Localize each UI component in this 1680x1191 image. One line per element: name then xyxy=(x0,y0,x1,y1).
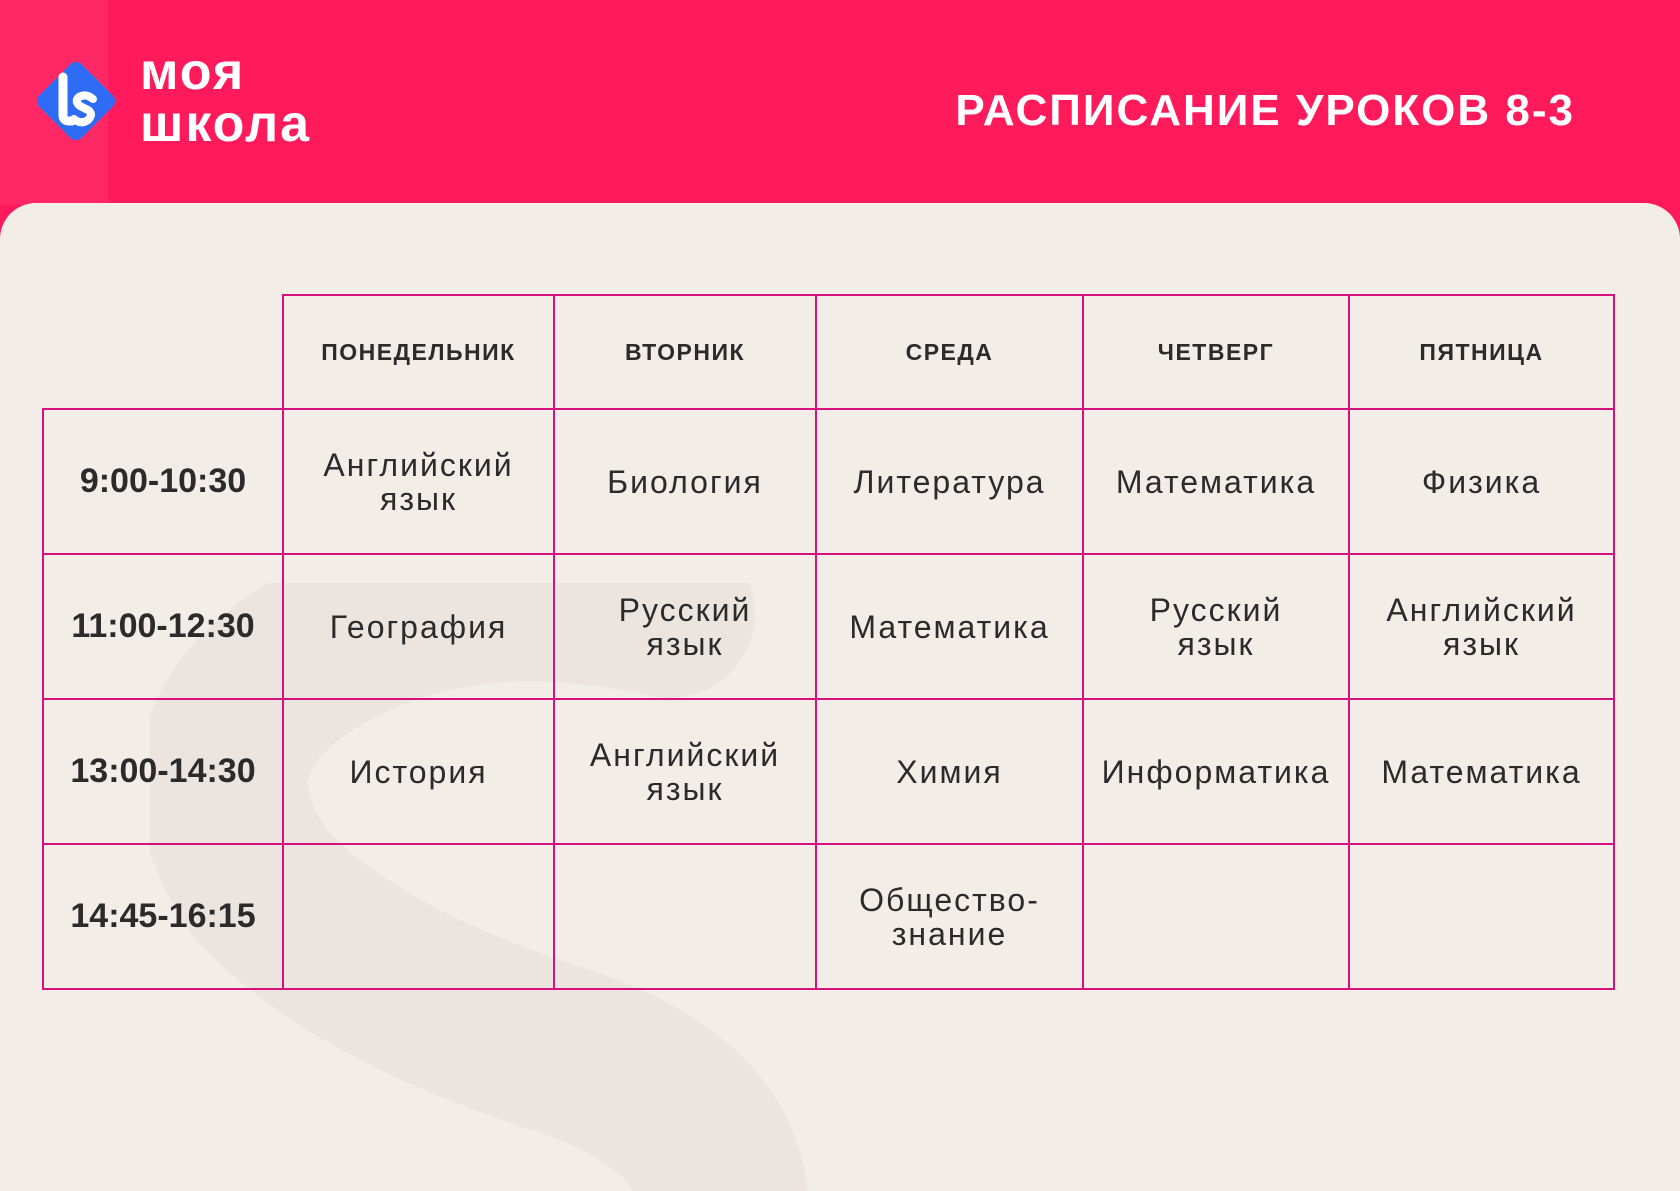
day-header: ПОНЕДЕЛЬНИК xyxy=(283,295,554,409)
time-slot: 13:00-14:30 xyxy=(43,699,283,844)
lesson-cell xyxy=(1349,844,1614,989)
lesson-cell: Английский язык xyxy=(283,409,554,554)
lesson-cell: Математика xyxy=(1083,409,1349,554)
lesson-cell xyxy=(554,844,816,989)
schedule-row xyxy=(43,409,1614,554)
lesson-cell: Английский язык xyxy=(1349,554,1614,699)
lesson-cell: Общество- знание xyxy=(816,844,1083,989)
header xyxy=(0,0,1680,205)
lesson-cell xyxy=(283,844,554,989)
lesson-cell: Литература xyxy=(816,409,1083,554)
lesson-cell: Информатика xyxy=(1083,699,1349,844)
day-header: ЧЕТВЕРГ xyxy=(1083,295,1349,409)
lesson-cell: Физика xyxy=(1349,409,1614,554)
time-slot: 11:00-12:30 xyxy=(43,554,283,699)
day-header: ВТОРНИК xyxy=(554,295,816,409)
lesson-cell: Математика xyxy=(816,554,1083,699)
brand-line-1: моя xyxy=(140,43,246,101)
lesson-cell: Химия xyxy=(816,699,1083,844)
ls-logo-icon xyxy=(30,55,122,147)
day-header-row xyxy=(43,295,1614,409)
schedule-row xyxy=(43,699,1614,844)
schedule-body xyxy=(43,409,1614,989)
lesson-cell: Биология xyxy=(554,409,816,554)
time-slot: 14:45-16:15 xyxy=(43,844,283,989)
schedule-table xyxy=(42,294,1615,990)
time-slot: 9:00-10:30 xyxy=(43,409,283,554)
schedule-sheet xyxy=(0,203,1680,1191)
corner-cell xyxy=(43,295,283,409)
brand-line-2: школа xyxy=(140,95,312,153)
lesson-cell: Русский язык xyxy=(1083,554,1349,699)
page-title: РАСПИСАНИЕ УРОКОВ 8-3 xyxy=(955,86,1575,135)
day-header: СРЕДА xyxy=(816,295,1083,409)
day-header: ПЯТНИЦА xyxy=(1349,295,1614,409)
lesson-cell xyxy=(1083,844,1349,989)
lesson-cell: История xyxy=(283,699,554,844)
schedule-row xyxy=(43,554,1614,699)
schedule-row xyxy=(43,844,1614,989)
lesson-cell: Математика xyxy=(1349,699,1614,844)
brand-name xyxy=(140,43,312,153)
lesson-cell: Русский язык xyxy=(554,554,816,699)
lesson-cell: География xyxy=(283,554,554,699)
lesson-cell: Английский язык xyxy=(554,699,816,844)
